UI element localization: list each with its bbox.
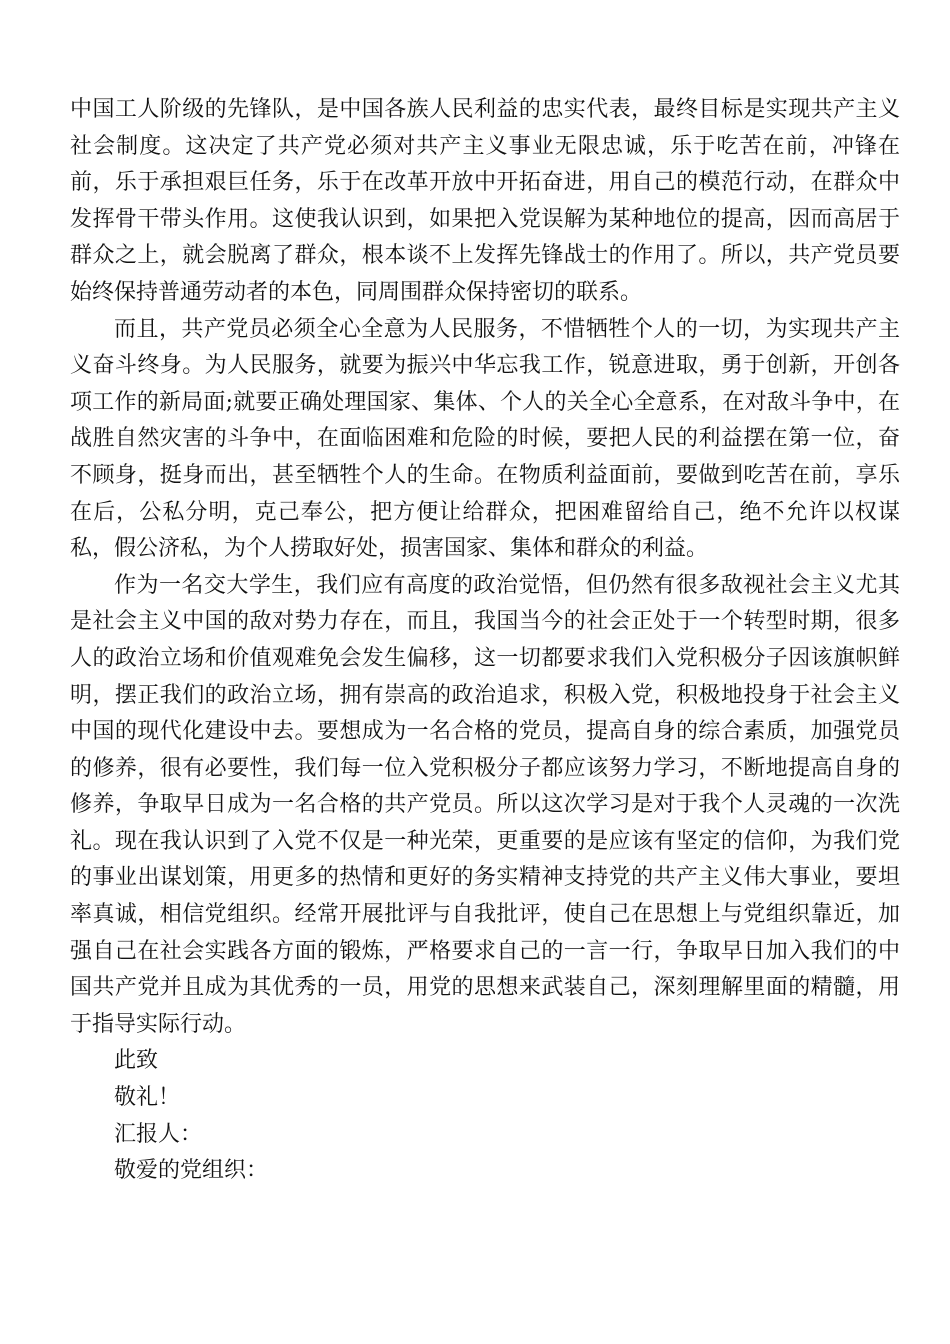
reporter-label: 汇报人： (114, 1121, 203, 1147)
paragraph-2: 而且，共产党员必须全心全意为人民服务，不惜牺牲个人的一切，为实现共产主义奋斗终身。为人民服务，就要为振兴中华忘我工作，锐意进取，勇于创新，开创各项工作的新局面;就要正确处理国家、集体、个人的关全心全意系，在对敌斗争中，在战胜自然灾害的斗争中，在面临困难和危险的时候，要把人民的利益摆在第一位，奋不顾身，挺身而出，甚至牺牲个人的生命。在物质利益面前，要做到吃苦在前，享乐在后，公私分明，克己奉公，把方便让给群众，把困难留给自己，绝不允许以权谋私，假公济私，为个人捞取好处，损害国家、集体和群众的利益。 (70, 316, 900, 562)
addressee-label: 敬爱的党组织： (114, 1158, 269, 1184)
closing-salutation: 此致 (114, 1048, 159, 1074)
paragraph-3: 作为一名交大学生，我们应有高度的政治觉悟，但仍然有很多敌视社会主义尤其是社会主义中国的敌对势力存在，而且，我国当今的社会正处于一个转型时期，很多人的政治立场和价值观难免会发生偏移，这一切都要求我们入党积极分子因该旗帜鲜明，摆正我们的政治立场，拥有崇高的政治追求，积极入党，积极地投身于社会主义中国的现代化建设中去。要想成为一名合格的党员，提高自身的综合素质，加强党员的修养，很有必要性，我们每一位入党积极分子都应该努力学习，不断地提高自身的修养，争取早日成为一名合格的共产党员。所以这次学习是对于我个人灵魂的一次洗礼。现在我认识到了入党不仅是一种光荣，更重要的是应该有坚定的信仰，为我们党的事业出谋划策，用更多的热情和更好的务实精神支持党的共产主义伟大事业，要坦率真诚，相信党组织。经常开展批评与自我批评，使自己在思想上与党组织靠近，加强自己在社会实践各方面的锻炼，严格要求自己的一言一行，争取早日加入我们的中国共产党并且成为其优秀的一员，用党的思想来武装自己，深刻理解里面的精髓，用于指导实际行动。 (70, 572, 900, 1037)
paragraph-1: 中国工人阶级的先锋队，是中国各族人民利益的忠实代表，最终目标是实现共产主义社会制度。这决定了共产党必须对共产主义事业无限忠诚，乐于吃苦在前，冲锋在前，乐于承担艰巨任务，乐于在改革开放中开拓奋进，用自己的模范行动，在群众中发挥骨干带头作用。这使我认识到，如果把入党误解为某种地位的提高，因而高居于群众之上，就会脱离了群众，根本谈不上发挥先锋战士的作用了。所以，共产党员要始终保持普通劳动者的本色，同周围群众保持密切的联系。 (70, 97, 900, 305)
document-body (70, 92, 900, 1190)
closing-regards: 敬礼！ (114, 1085, 181, 1111)
